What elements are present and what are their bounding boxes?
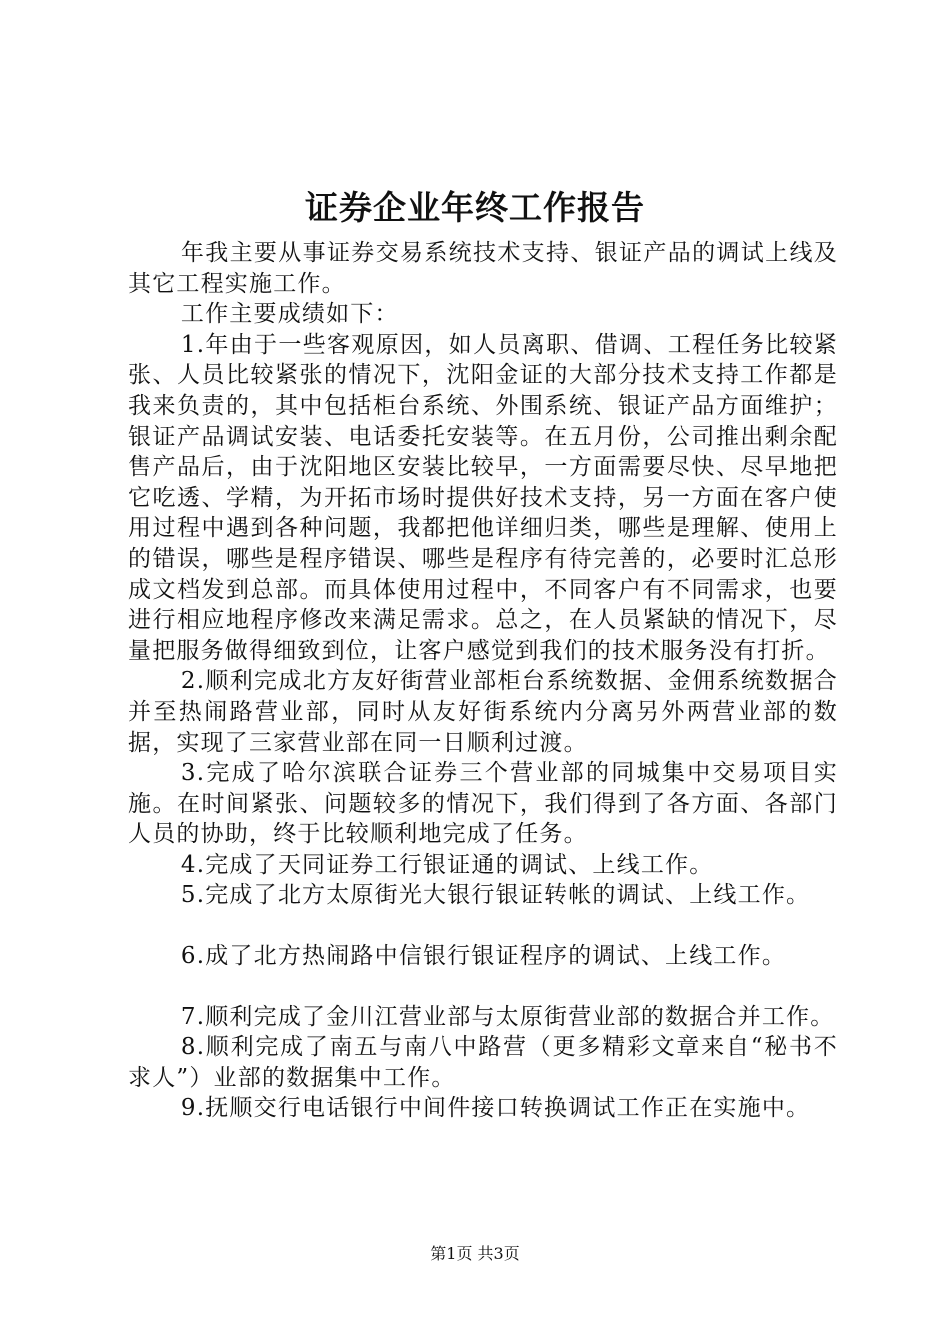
- document-title: 证券企业年终工作报告: [305, 188, 645, 227]
- paragraph-item-2: 2.顺利完成北方友好街营业部柜台系统数据、金佣系统数据合并至热闹路营业部，同时从友好街系统内分离另外两营业部的数据，实现了三家营业部在同一日顺利过渡。: [128, 668, 838, 756]
- page-footer: 第1页 共3页: [430, 1244, 520, 1263]
- paragraph-item-1: 1.年由于一些客观原因，如人员离职、借调、工程任务比较紧张、人员比较紧张的情况下，沈阳金证的大部分技术支持工作都是我来负责的，其中包括柜台系统、外围系统、银证产品方面维护；银证产品调试安装、电话委托安装等。在五月份，公司推出剩余配售产品后，由于沈阳地区安装比较早，一方面需要尽快、尽早地把它吃透、学精，为开拓市场时提供好技术支持，另一方面在客户使用过程中遇到各种问题，我都把他详细归类，哪些是理解、使用上的错误，哪些是程序错误、哪些是程序有待完善的，必要时汇总形成文档发到总部。而具体使用过程中，不同客户有不同需求，也要进行相应地程序修改来满足需求。总之，在人员紧缺的情况下，尽量把服务做得细致到位，让客户感觉到我们的技术服务没有打折。: [128, 331, 838, 664]
- paragraph-item-3: 3.完成了哈尔滨联合证券三个营业部的同城集中交易项目实施。在时间紧张、问题较多的情况下，我们得到了各方面、各部门人员的协助，终于比较顺利地完成了任务。: [128, 760, 838, 848]
- paragraph-item-5: 5.完成了北方太原街光大银行银证转帐的调试、上线工作。: [180, 882, 811, 909]
- document-body: [128, 238, 838, 1124]
- paragraph-item-9: 9.抚顺交行电话银行中间件接口转换调试工作正在实施中。: [180, 1095, 811, 1122]
- paragraph-item-8: 8.顺利完成了南五与南八中路营（更多精彩文章来自“秘书不求人”）业部的数据集中工作。: [128, 1034, 838, 1091]
- paragraph-item-7: 7.顺利完成了金川江营业部与太原街营业部的数据合并工作。: [180, 1003, 835, 1030]
- paragraph-achievements-heading: 工作主要成绩如下：: [180, 301, 399, 328]
- paragraph-item-4: 4.完成了天同证券工行银证通的调试、上线工作。: [180, 851, 714, 878]
- paragraph-item-6: 6.成了北方热闹路中信银行银证程序的调试、上线工作。: [180, 943, 787, 970]
- paragraph-intro: 年我主要从事证券交易系统技术支持、银证产品的调试上线及其它工程实施工作。: [128, 240, 838, 297]
